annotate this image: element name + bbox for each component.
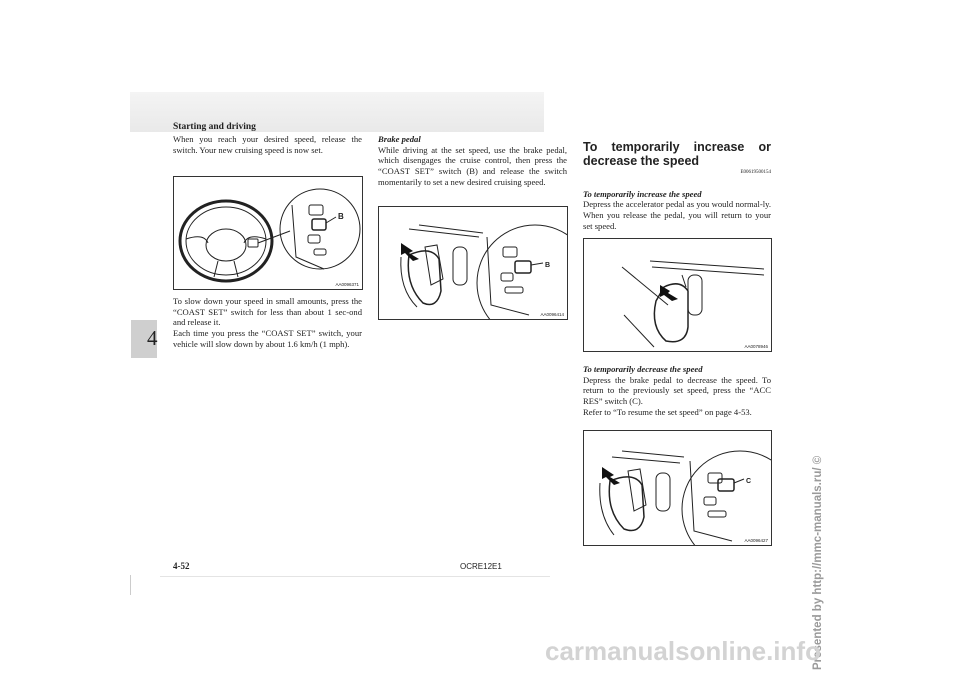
- right-column: [583, 140, 771, 232]
- paragraph: When you reach your desired speed, release the switch. Your new cruising speed is now set.: [173, 134, 362, 155]
- vertical-watermark: Presented by http://mmc-manuals.ru/ ©: [812, 455, 824, 670]
- accelerator-figure: [583, 238, 772, 352]
- right-column-lower: [583, 364, 771, 418]
- left-column-lower: [173, 296, 362, 350]
- subheading: Brake pedal: [378, 134, 421, 144]
- acc-res-figure: [583, 430, 772, 546]
- figure-id: AA0096427: [744, 538, 768, 543]
- figure-label: B: [338, 212, 344, 221]
- steering-wheel-figure: [173, 176, 363, 290]
- section-heading: To temporarily increase or decrease the speed: [583, 140, 771, 168]
- figure-label: B: [545, 262, 551, 269]
- acc-res-illustration: [584, 431, 771, 545]
- paragraph: Refer to “To resume the set speed” on page 4-53.: [583, 406, 752, 417]
- accelerator-illustration: [584, 239, 771, 351]
- footer-rule: [160, 576, 550, 577]
- chapter-number: 4: [147, 326, 158, 350]
- document-code: OCRE12E1: [460, 562, 502, 571]
- paragraph: To slow down your speed in small amounts, press the “COAST SET” switch for less than about 1 sec-ond and release it.: [173, 296, 362, 328]
- paragraph: While driving at the set speed, use the brake pedal, which disengages the cruise control, then press the “COAST SET” switch (B) and release the switch momentarily to set a new desired cruising speed.: [378, 144, 567, 187]
- subheading: To temporarily decrease the speed: [583, 364, 703, 374]
- paragraph: Depress the brake pedal to decrease the speed. To return to the previously set speed, press the “ACC RES” switch (C).: [583, 374, 771, 407]
- section-code: E00619500154: [740, 170, 771, 175]
- section-title: Starting and driving: [173, 122, 256, 132]
- paragraph: Each time you press the “COAST SET” switch, your vehicle will slow down by about 1.6 km/h (1 mph).: [173, 328, 362, 349]
- page-number: 4-52: [173, 561, 190, 571]
- brake-pedal-illustration: [379, 207, 567, 319]
- paragraph: Depress the accelerator pedal as you would normal-ly. When you release the pedal, you will return to your set speed.: [583, 199, 771, 231]
- figure-id: AA0078946: [744, 344, 768, 349]
- brake-pedal-figure: [378, 206, 568, 320]
- figure-label: C: [746, 478, 752, 485]
- crop-mark: [130, 575, 131, 595]
- left-column: [173, 134, 362, 155]
- figure-id: AA0096414: [540, 312, 564, 317]
- figure-id: AA0096371: [335, 282, 359, 287]
- bottom-watermark: carmanualsonline.info: [545, 636, 821, 666]
- steering-wheel-illustration: [174, 177, 362, 289]
- subheading: To temporarily increase the speed: [583, 188, 702, 199]
- middle-column: [378, 134, 567, 188]
